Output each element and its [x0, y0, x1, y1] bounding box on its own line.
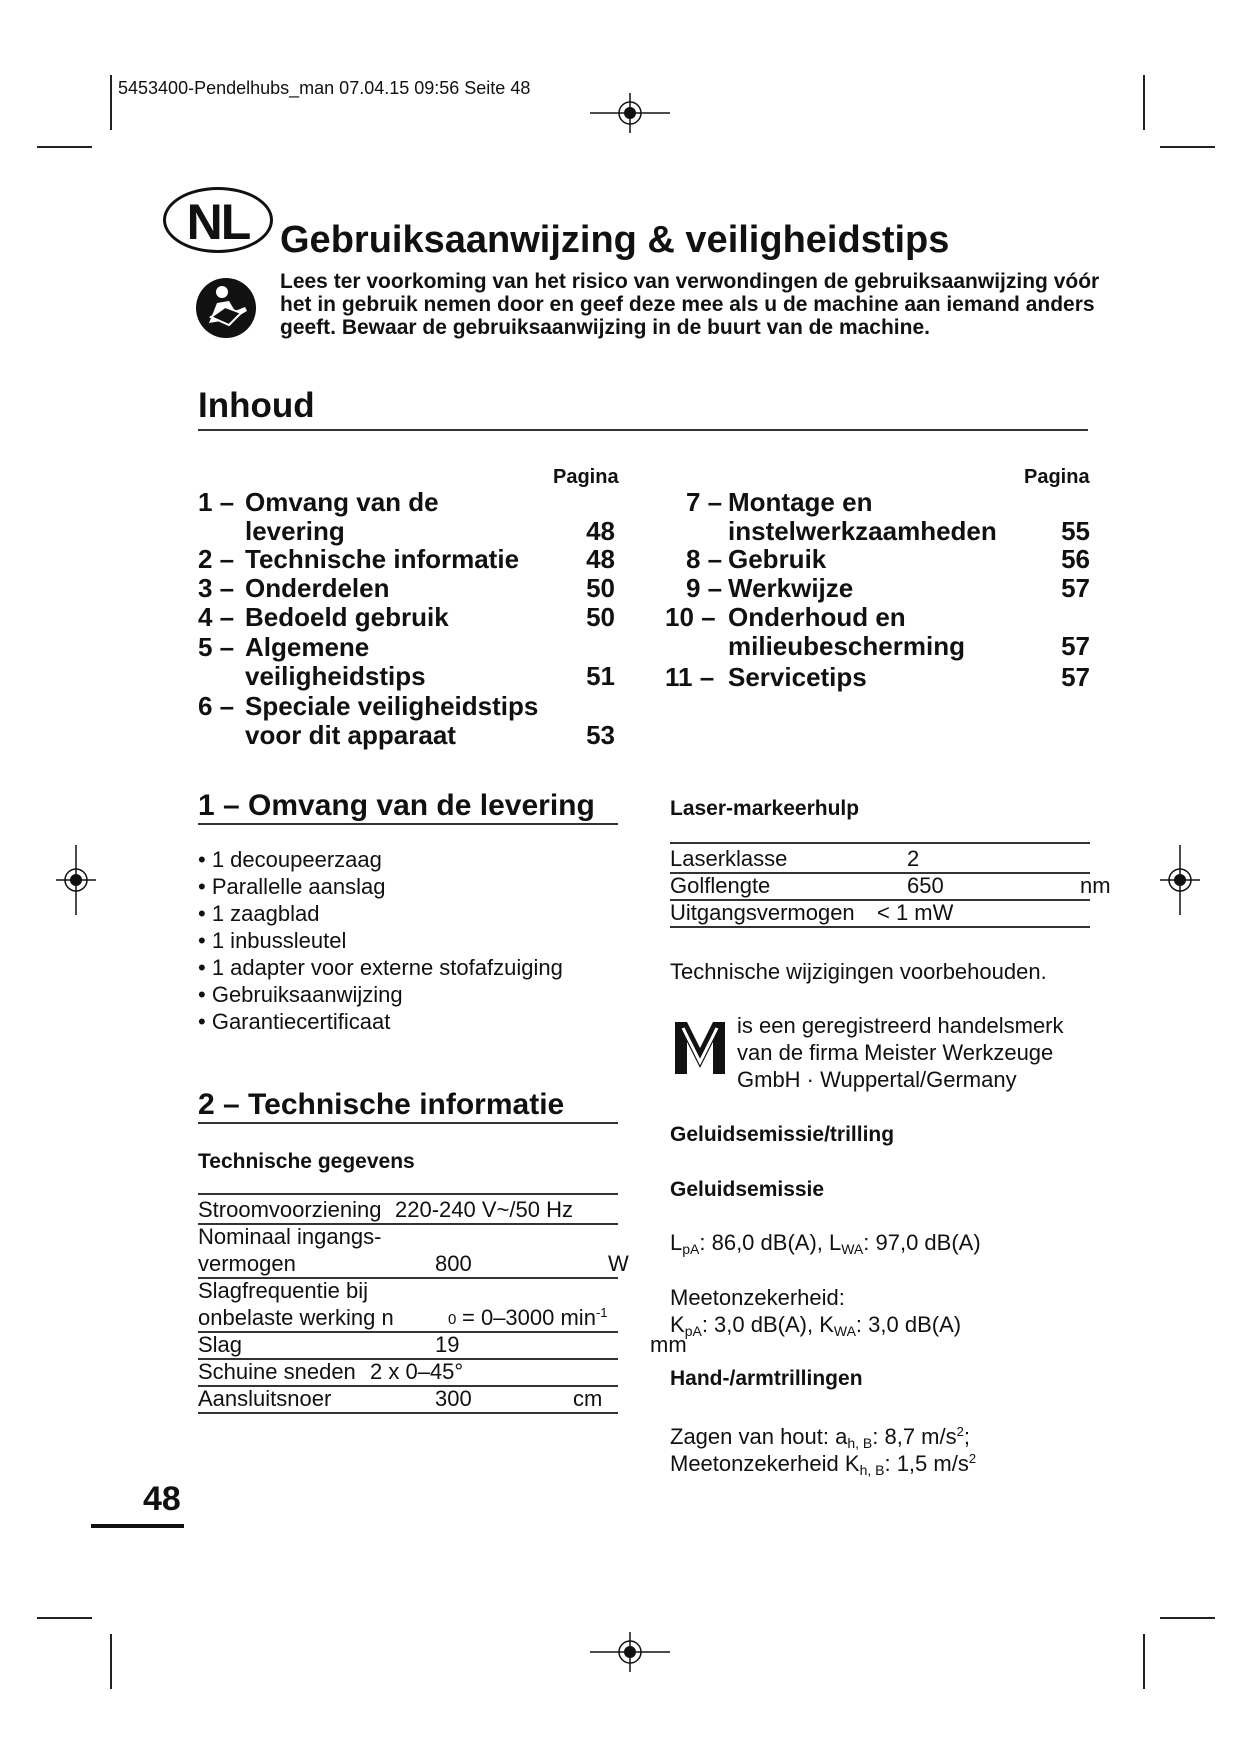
toc-number: 4 – [198, 602, 235, 632]
table-cell-label: Golflengte [670, 873, 771, 898]
toc-entry-text[interactable]: Werkwijze [728, 573, 854, 603]
language-badge: NL [163, 187, 273, 253]
toc-entry-text[interactable]: Technische informatie [245, 544, 520, 574]
toc-number: 7 – [686, 487, 723, 517]
table-cell-value: 19 [435, 1332, 460, 1357]
toc-number: 9 – [686, 573, 723, 603]
toc-page-number[interactable]: 51 [586, 661, 615, 691]
toc-number: 2 – [198, 544, 235, 574]
toc-entry-text[interactable]: Onderhoud en [728, 602, 906, 632]
toc-entry-text[interactable]: levering [245, 516, 345, 546]
table-cell-label: onbelaste werking n [198, 1305, 394, 1330]
table-cell-label: Slagfrequentie bij [198, 1278, 369, 1303]
table-cell-unit: W [608, 1251, 629, 1276]
table-cell-unit: mm [650, 1332, 687, 1357]
table-cell-value: 2 [907, 846, 920, 871]
toc-page-number[interactable]: 55 [1061, 516, 1090, 546]
toc-number: 10 – [665, 602, 716, 632]
print-header: 5453400-Pendelhubs_man 07.04.15 09:56 Seite 48 [118, 78, 531, 98]
table-cell-value: 650 [907, 873, 944, 898]
page-label-left: Pagina [553, 466, 619, 488]
toc-entry-text[interactable]: Bedoeld gebruik [245, 602, 449, 632]
table-cell-label: Laserklasse [670, 846, 788, 871]
toc-page-number[interactable]: 57 [1061, 631, 1090, 661]
sound-levels: $L_{pA}$: 86,0 dB(A), $L_{WA}$: 97,0 dB(A) [670, 1230, 981, 1257]
list-item: • 1 adapter voor externe stofafzuiging [198, 954, 563, 981]
list-item: • 1 decoupeerzaag [198, 846, 563, 873]
toc-entry-text[interactable]: veiligheidstips [245, 661, 426, 691]
toc-number: 11 – [665, 662, 715, 692]
crop-mark [1160, 1617, 1215, 1619]
table-cell-label: Slag [198, 1332, 243, 1357]
table-cell-unit: nm [1080, 873, 1111, 898]
table-rule [198, 1193, 618, 1195]
table-cell-value: 2 x 0–45° [370, 1359, 464, 1384]
toc-page-number[interactable]: 57 [1061, 662, 1090, 692]
toc-number: 8 – [686, 544, 723, 574]
page-title: Gebruiksaanwijzing & veiligheidstips [280, 219, 950, 261]
table-cell-label: Aansluitsnoer [198, 1386, 332, 1411]
tech-data-heading: Technische gegevens [198, 1150, 415, 1173]
vibration-value: Zagen van hout: $a_{h, B}$: 8,7 $m/s^2$; [670, 1424, 970, 1451]
divider [91, 1524, 184, 1528]
crop-mark [110, 1634, 112, 1689]
list-item: • Garantiecertificaat [198, 1008, 563, 1035]
toc-page-number[interactable]: 53 [586, 720, 615, 750]
registration-mark-icon [56, 845, 96, 915]
toc-number: 6 – [198, 691, 235, 721]
toc-page-number[interactable]: 48 [586, 516, 615, 546]
toc-page-number[interactable]: 50 [586, 573, 615, 603]
registration-mark-icon [590, 93, 670, 133]
table-cell-label: Stroomvoorziening [198, 1197, 382, 1222]
registration-mark-icon [1160, 845, 1200, 915]
table-cell-label: Schuine sneden [198, 1359, 356, 1384]
contents-heading: Inhoud [198, 386, 315, 425]
toc-entry-text[interactable]: Montage en [728, 487, 873, 517]
table-cell-label: Nominaal ingangs- [198, 1224, 382, 1249]
table-rule [670, 842, 1090, 844]
list-item: • Parallelle aanslag [198, 873, 563, 900]
toc-entry-text[interactable]: voor dit apparaat [245, 720, 456, 750]
noise-heading: Geluidsemissie/trilling [670, 1123, 895, 1146]
toc-entry-text[interactable]: Gebruik [728, 544, 827, 574]
table-rule [670, 926, 1090, 928]
uncertainty-label: Meetonzekerheid: [670, 1285, 845, 1310]
registration-mark-icon [590, 1632, 670, 1672]
laser-heading: Laser-markeerhulp [670, 797, 860, 820]
table-rule [198, 1331, 618, 1333]
vibration-heading: Hand-/armtrillingen [670, 1367, 863, 1390]
vibration-uncertainty: Meetonzekerheid $K_{h, B}$: 1,5 $m/s^2$ [670, 1451, 977, 1478]
toc-entry-text[interactable]: Algemene [245, 632, 370, 662]
table-cell-label: vermogen [198, 1251, 296, 1276]
toc-number: 5 – [198, 632, 235, 662]
crop-mark [1160, 146, 1215, 148]
table-cell-label: Uitgangsvermogen [670, 900, 855, 925]
page-label-right: Pagina [1024, 466, 1090, 488]
divider [198, 1122, 618, 1124]
page-number: 48 [143, 1480, 181, 1518]
toc-entry-text[interactable]: milieubescherming [728, 631, 965, 661]
crop-mark [37, 146, 92, 148]
toc-number: 3 – [198, 573, 235, 603]
uncertainty-values: $K_{pA}$: 3,0 dB(A), $K_{WA}$: 3,0 dB(A) [670, 1312, 962, 1339]
table-cell-value: 0 [448, 1311, 457, 1328]
list-item: • 1 inbussleutel [198, 927, 563, 954]
toc-entry-text[interactable]: Onderdelen [245, 573, 390, 603]
list-item: • Gebruiksaanwijzing [198, 981, 563, 1008]
intro-text: Lees ter voorkoming van het risico van verwondingen de gebruiksaanwijzing vóór het in gebruik nemen door en geef deze mee als u de machine aan iemand anders geeft. Bewaar de gebruiksaanwijzing in de buurt van de machine. [280, 270, 1100, 339]
trademark-text: is een geregistreerd handelsmerk van de firma Meister Werkzeuge GmbH · Wuppertal/Germany [737, 1013, 1064, 1092]
toc-entry-text[interactable]: Servicetips [728, 662, 867, 692]
section1-heading: 1 – Omvang van de levering [198, 789, 595, 822]
toc-page-number[interactable]: 56 [1061, 544, 1090, 574]
toc-page-number[interactable]: 57 [1061, 573, 1090, 603]
toc-entry-text[interactable]: Omvang van de [245, 487, 439, 517]
crop-mark [1143, 75, 1145, 130]
table-cell-value: 300 [435, 1386, 472, 1411]
list-item: • 1 zaagblad [198, 900, 563, 927]
table-cell-unit: cm [573, 1386, 603, 1411]
table-cell-unit: = 0–3000 $\min^{-1}$ [462, 1305, 608, 1330]
divider [198, 429, 1088, 431]
table-cell-value: 220-240 V~/50 Hz [395, 1197, 573, 1222]
noise-subheading: Geluidsemissie [670, 1178, 825, 1201]
toc-page-number[interactable]: 48 [586, 544, 615, 574]
table-cell-value: < 1 mW [877, 900, 954, 925]
toc-page-number[interactable]: 50 [586, 602, 615, 632]
tech-changes-note: Technische wijzigingen voorbehouden. [670, 959, 1047, 984]
crop-mark [110, 75, 112, 130]
meister-logo-icon [673, 1018, 727, 1076]
crop-mark [37, 1617, 92, 1619]
delivery-list [198, 846, 563, 1035]
read-manual-icon [195, 277, 257, 339]
section2-heading: 2 – Technische informatie [198, 1088, 565, 1121]
toc-number: 1 – [198, 487, 235, 517]
toc-entry-text[interactable]: instelwerkzaamheden [728, 516, 997, 546]
crop-mark [1143, 1634, 1145, 1689]
table-cell-value: 800 [435, 1251, 472, 1276]
toc-entry-text[interactable]: Speciale veiligheidstips [245, 691, 539, 721]
table-rule [198, 1412, 618, 1414]
divider [198, 823, 618, 825]
